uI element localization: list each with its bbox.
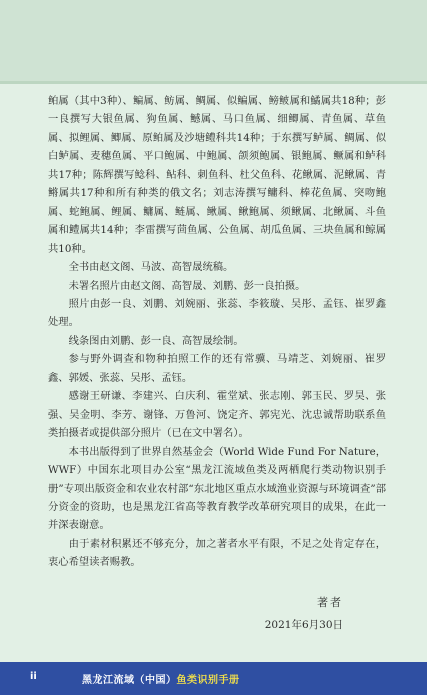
paragraph-editing: 全书由赵文阁、马波、高智晟统稿。 bbox=[68, 261, 234, 274]
book-title bbox=[82, 671, 240, 686]
date: 2021年6月30日 bbox=[264, 619, 343, 631]
paragraph-acknowledgements: 感谢王研谦、李建兴、白庆利、霍堂斌、张志刚、郭玉民、罗昊、张强、吴金明、李芳、谢锋、万鲁河、饶定齐、郭宪光、沈忠诚帮助联系鱼类拍摄者或提供部分照片（已在文中署名）。 bbox=[48, 390, 386, 440]
paragraph-line-drawings: 线条图由刘鹏、彭一良、高智晟绘制。 bbox=[68, 334, 244, 347]
page-number: ii bbox=[30, 671, 37, 682]
book-title-highlight: 鱼类识别手册 bbox=[176, 675, 240, 686]
paragraph-unsigned-photos: 未署名照片由赵文阁、高智晟、刘鹏、彭一良拍摄。 bbox=[68, 279, 306, 292]
paragraph-field-survey: 参与野外调查和物种拍照工作的还有常骥、马靖芝、刘婉丽、崔罗鑫、郭媛、张蕊、吴彤、孟钰。 bbox=[48, 353, 386, 384]
paragraph-author-contributions: 鲌属（其中3种）、鳊属、鲂属、鲷属、似鳊属、鳑鲏属和鱊属共18种；彭一良撰写大银鱼属、狗鱼属、鳡属、马口鱼属、细鲫属、青鱼属、草鱼属、拟鲤属、鲫属、原鲌属及沙塘鳢科共14种；于东撰写鲈属、鲷属、似白鲈属、麦穗鱼属、平口鲍属、中鲍属、颌须鲍属、银鲍属、鳜属和鲈科共17种；陈辉撰写鲶科、鲇科、刺鱼科、杜父鱼科、花鳅属、泥鳅属、青鳉属共17种和所有种类的俄文名；刘志涛撰写鳙科、棒花鱼属、突吻鲍属、蛇鲍属、鲤属、鳙属、鲢属、鳅属、鳅鲍属、须鳅属、北鳅属、斗鱼属和鳢属共14种；李雷撰写茴鱼属、公鱼属、胡瓜鱼属、三块鱼属和鲸属共10种。 bbox=[48, 95, 386, 255]
footer-band bbox=[0, 662, 427, 695]
preface-body bbox=[48, 92, 386, 572]
signature: 著者 bbox=[317, 596, 343, 609]
book-title-prefix: 黑龙江流域（中国） bbox=[82, 675, 177, 686]
paragraph-closing: 由于素材积累还不够充分，加之著者水平有限，不足之处肯定存在，衷心希望读者赐教。 bbox=[48, 537, 386, 569]
paragraph-photo-processing: 照片由彭一良、刘鹏、刘婉丽、张蕊、李筱璇、吴彤、孟钰、崔罗鑫处理。 bbox=[48, 297, 386, 329]
top-decorative-band bbox=[0, 0, 427, 84]
paragraph-funding: 本书出版得到了世界自然基金会（World Wide Fund For Nature，WWF）中国东北项目办公室“黑龙江流域鱼类及两栖爬行类动物识别手册”专项出版资金和农业农村部“东北地区重点水域渔业资源与环境调查”部分资金的资助，也是黑龙江省高等教育教学改革研究项目的成果，在此一并深表谢意。 bbox=[48, 445, 386, 532]
